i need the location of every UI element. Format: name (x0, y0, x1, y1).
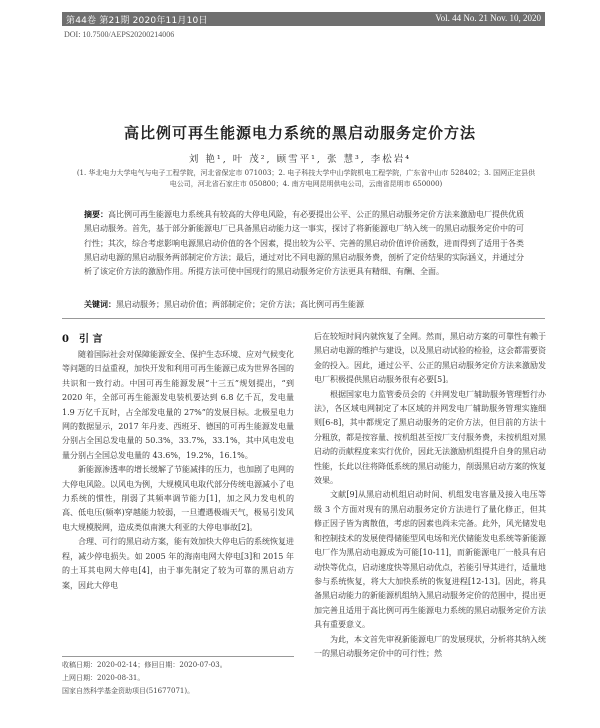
abstract (84, 207, 524, 279)
journal-info: 第44卷 第21期 2020年11月10日 (66, 16, 208, 26)
left-column (62, 348, 294, 593)
paragraph: 为此，本文首先审视新能源电厂的发展现状，分析将其纳入统一的黑启动服务定价中的可行性；然 (314, 634, 546, 658)
authors: 刘 艳¹, 叶 茂², 顾雪平¹, 张 慧³, 李松岩⁴ (188, 154, 412, 165)
footnote-funding: 国家自然科学基金资助项目(51677071)。 (62, 687, 195, 695)
footnote-received: 收稿日期：2020-02-14；修回日期：2020-07-03。 (62, 661, 227, 669)
abstract-text: 高比例可再生能源电力系统具有较高的大停电风险，有必要提出公平、公正的黑启动服务定价方法来激励电厂提供优质黑启动服务。首先，基于部分新能源电厂已具备黑启动能力这一事实，探讨了将新能源电厂纳入统一的黑启动服务定价中的可行性；其次，综合考虑影响电源黑启动价值的各个因素，提出较为公平、完善的黑启动价值评价函数，进而得到了适用于各类黑启动电源的黑启动服务两部制定价方法；最后，通过对比不同电源的黑启动服务费，剖析了定价结果的实际涵义，并通过分析了该定价方法的激励作用。所提方法可使中国现行的黑启动服务定价方法更具有精细、有酬、全面。 (84, 210, 524, 277)
journal-header-bar (62, 12, 545, 26)
section-heading: 0 引 言 (62, 334, 103, 345)
keywords-label: 关键词： (84, 299, 116, 309)
paragraph: 文献[9]从黑启动机组启动时间、机组发电容量及接入电压等级 3 个方面对现有的黑启动服务定价方法进行了量化修正，但其修正因子皆为离散值，考虑的因素也尚未完备。此外，风光储发电和控制技术的发展使得储能型风电场和光伏储能发电系统等新能源电厂作为黑启动电源成为可能[10-11]，而新能源电厂一般具有启动快等优点，启动速度快等黑启动优点，若能引导其进行，适量地参与系统恢复，将大大加快系统的恢复进程[12-13]。因此，将具备黑启动能力的新能源机组纳入黑启动服务定价的范围中，提出更加完善且适用于高比例可再生能源电力系统的黑启动服务定价方法具有重要意义。 (314, 490, 546, 630)
header-divider (62, 318, 545, 319)
paragraph: 新能源渗透率的增长缓解了节能减排的压力，也加剧了电网的大停电风险。以风电为例，大规模风电取代部分传统电源减小了电力系统的惯性，削弱了其频率调节能力[1]，加之风力发电机的高、低电压(频率)穿越能力较弱，一旦遭遇极端天气，极易引发风电大规模脱网，造成类似南澳大利亚的大停电事故[2]。 (62, 465, 294, 532)
footnote-online: 上网日期：2020-08-31。 (62, 674, 145, 682)
abstract-label: 摘要： (84, 209, 108, 219)
paragraph: 随着国际社会对保障能源安全、保护生态环境、应对气候变化等问题的日益重视，加快开发和利用可再生能源已成为世界各国的共识和一致行动。中国可再生能源发展“十三五”规划提出，“到 2020 年，全部可再生能源发电装机要达到 6.8 亿千瓦，发电量 1.9 万亿千瓦时，占全部发电量的 27%”的发展目标。北极星电力网的数据显示，2017 年丹麦、西班牙、德国的可再生能源发电量分别占全国总发电量的 50.3%，33.7%，33.1%，其中风电发电量分别占全国总发电量的 43.6%，19.2%，16.1%。 (62, 350, 294, 460)
paragraph: 根据国家电力监管委员会的《并网发电厂辅助服务管理暂行办法》，各区域电网制定了本区域的并网发电厂辅助服务管理实施细则[6-8]，其中都规定了黑启动服务的定价方法，但目前的方法十分粗放，都是按容量、按机组甚至按厂支付服务费，未按机组对黑启动的贡献程度来实行优价，因此无法激励机组提升自身的黑启动性能，长此以往将降低系统的黑启动能力，削弱黑启动方案的恢复效果。 (314, 389, 546, 486)
doi: DOI: 10.7500/AEPS20200214006 (64, 30, 175, 39)
paragraph: 合理、可行的黑启动方案，能有效加快大停电后的系统恢复进程，减少停电损失。如 2005 年的海南电网大停电[3]和 2015 年的土耳其电网大停电[4]，由于事先制定了较为可靠的黑启动方案，因此大停电 (62, 537, 294, 590)
footnotes (62, 659, 294, 698)
footnote-divider (62, 656, 294, 657)
paragraph: 后在较短时间内就恢复了全网。然而，黑启动方案的可靠性有赖于黑启动电源的维护与建设，以及黑启动试验的检验，这会都需要资金的投入。因此，通过公平、公正的黑启动服务定价方法来激励发电厂积极提供黑启动服务很有必要[5]。 (314, 332, 546, 385)
keywords (84, 299, 524, 310)
keywords-text: 黑启动服务；黑启动价值；两部制定价；定价方法；高比例可再生能源 (116, 300, 364, 309)
volume-info: Vol. 44 No. 21 Nov. 10, 2020 (435, 13, 541, 23)
affiliations: (1. 华北电力大学电气与电子工程学院，河北省保定市 071003；2. 电子科技大学中山学院机电工程学院，广东省中山市 528402；3. 国网正定县供电公司，河北省石家庄市 050800；4. 南方电网昆明供电公司，云南省昆明市 650000) (76, 169, 536, 188)
paper-title: 高比例可再生能源电力系统的黑启动服务定价方法 (123, 124, 476, 142)
right-column (314, 330, 546, 661)
